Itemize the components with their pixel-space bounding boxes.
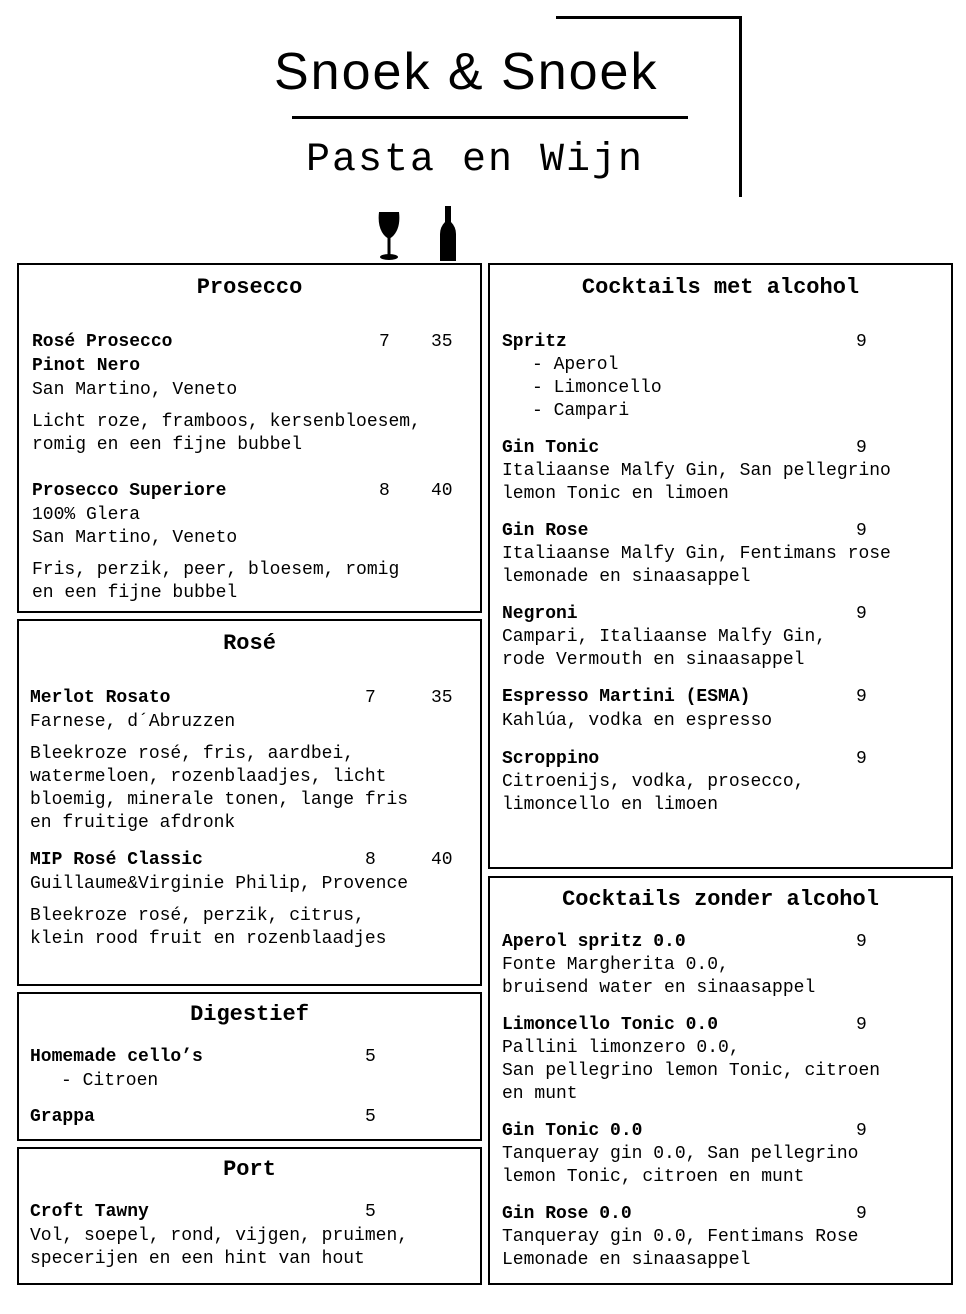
wine-glass-icon	[376, 211, 402, 261]
wine-description: Bleekroze rosé, fris, aardbei,	[30, 744, 355, 764]
cocktail-price: 9	[856, 521, 867, 541]
wine-description: Fris, perzik, peer, bloesem, romig	[32, 560, 400, 580]
mocktail-description: lemon Tonic, citroen en munt	[502, 1167, 805, 1187]
cocktail-description: lemon Tonic en limoen	[502, 484, 729, 504]
mocktail-description: Fonte Margherita 0.0,	[502, 955, 729, 975]
section-title: Cocktails zonder alcohol	[562, 887, 879, 912]
mocktail-price: 9	[856, 932, 867, 952]
cocktail-description: Kahlúa, vodka en espresso	[502, 711, 773, 731]
cocktail-description: rode Vermouth en sinaasappel	[502, 650, 805, 670]
mocktail-price: 9	[856, 1015, 867, 1035]
title-divider	[292, 116, 688, 119]
section-title: Digestief	[190, 1002, 309, 1027]
corner-frame-top	[556, 16, 742, 19]
mocktail-description: Lemonade en sinaasappel	[502, 1250, 751, 1270]
digestief-section	[17, 992, 482, 1141]
cocktail-description: Italiaanse Malfy Gin, San pellegrino	[502, 461, 891, 481]
rose-section	[17, 619, 482, 986]
wine-grape: Pinot Nero	[32, 356, 141, 376]
drink-price: 5	[365, 1107, 376, 1127]
cocktail-price: 9	[856, 687, 867, 707]
cocktail-description: lemonade en sinaasappel	[502, 567, 751, 587]
cocktail-description: Campari, Italiaanse Malfy Gin,	[502, 627, 827, 647]
cocktail-description: limoncello en limoen	[502, 795, 719, 815]
cocktail-price: 9	[856, 438, 867, 458]
wine-description: en een fijne bubbel	[32, 583, 238, 603]
wine-name: Merlot Rosato	[30, 688, 171, 708]
mocktail-name: Aperol spritz 0.0	[502, 932, 686, 952]
mocktail-description: Pallini limonzero 0.0,	[502, 1038, 740, 1058]
wine-origin: Farnese, d´Abruzzen	[30, 712, 236, 732]
mocktail-name: Limoncello Tonic 0.0	[502, 1015, 719, 1035]
cocktail-price: 9	[856, 749, 867, 769]
restaurant-name: Snoek & Snoek	[274, 43, 659, 101]
wine-description: bloemig, minerale tonen, lange fris	[30, 790, 409, 810]
port-section	[17, 1147, 482, 1285]
mocktail-description: en munt	[502, 1084, 578, 1104]
wine-name: Rosé Prosecco	[32, 332, 173, 352]
cocktail-name: Espresso Martini (ESMA)	[502, 687, 751, 707]
section-title: Port	[223, 1157, 276, 1182]
cocktail-name: Spritz	[502, 332, 567, 352]
cocktail-variant: - Limoncello	[532, 378, 662, 398]
cocktail-description: Citroenijs, vodka, prosecco,	[502, 772, 805, 792]
glass-price: 7	[365, 688, 376, 708]
section-title: Cocktails met alcohol	[581, 275, 860, 300]
corner-frame-side	[739, 16, 742, 197]
wine-description: watermeloen, rozenblaadjes, licht	[30, 767, 387, 787]
wine-description: Licht roze, framboos, kersenbloesem,	[32, 412, 421, 432]
mocktail-price: 9	[856, 1204, 867, 1224]
section-title: Rosé	[223, 631, 276, 656]
wine-origin: San Martino, Veneto	[32, 528, 238, 548]
wine-description: Bleekroze rosé, perzik, citrus,	[30, 906, 365, 926]
wine-origin: San Martino, Veneto	[32, 380, 238, 400]
mocktails-section	[488, 876, 953, 1285]
cocktails-section	[488, 263, 953, 869]
glass-price: 8	[365, 850, 376, 870]
mocktail-description: Tanqueray gin 0.0, San pellegrino	[502, 1144, 859, 1164]
mocktail-description: Tanqueray gin 0.0, Fentimans Rose	[502, 1227, 859, 1247]
bottle-price: 40	[431, 850, 453, 870]
wine-origin: Guillaume&Virginie Philip, Provence	[30, 874, 409, 894]
wine-name: Prosecco Superiore	[32, 481, 227, 501]
drink-name: Grappa	[30, 1107, 95, 1127]
drink-variant: - Citroen	[61, 1071, 159, 1091]
drink-name: Homemade cello’s	[30, 1047, 203, 1067]
section-title: Prosecco	[196, 275, 303, 300]
cocktail-name: Gin Rose	[502, 521, 589, 541]
mocktail-price: 9	[856, 1121, 867, 1141]
wine-description: romig en een fijne bubbel	[32, 435, 303, 455]
cocktail-variant: - Aperol	[532, 355, 619, 375]
mocktail-description: San pellegrino lemon Tonic, citroen	[502, 1061, 881, 1081]
wine-grape: 100% Glera	[32, 505, 141, 525]
cocktail-name: Gin Tonic	[502, 438, 600, 458]
wine-name: MIP Rosé Classic	[30, 850, 203, 870]
wine-description: klein rood fruit en rozenblaadjes	[30, 929, 387, 949]
drink-price: 5	[365, 1202, 376, 1222]
mocktail-name: Gin Tonic 0.0	[502, 1121, 643, 1141]
drink-description: specerijen en een hint van hout	[30, 1249, 365, 1269]
restaurant-subtitle: Pasta en Wijn	[306, 138, 645, 183]
mocktail-name: Gin Rose 0.0	[502, 1204, 632, 1224]
glass-price: 7	[379, 332, 390, 352]
cocktail-variant: - Campari	[532, 401, 630, 421]
wine-description: en fruitige afdronk	[30, 813, 236, 833]
cocktail-name: Scroppino	[502, 749, 600, 769]
bottle-price: 35	[431, 688, 453, 708]
cocktail-price: 9	[856, 332, 867, 352]
drink-description: Vol, soepel, rond, vijgen, pruimen,	[30, 1226, 409, 1246]
bottle-price: 35	[431, 332, 453, 352]
drink-name: Croft Tawny	[30, 1202, 149, 1222]
glass-price: 8	[379, 481, 390, 501]
mocktail-description: bruisend water en sinaasappel	[502, 978, 816, 998]
wine-bottle-icon	[439, 206, 457, 262]
cocktail-description: Italiaanse Malfy Gin, Fentimans rose	[502, 544, 891, 564]
cocktail-price: 9	[856, 604, 867, 624]
bottle-price: 40	[431, 481, 453, 501]
prosecco-section	[17, 263, 482, 613]
cocktail-name: Negroni	[502, 604, 578, 624]
drink-price: 5	[365, 1047, 376, 1067]
